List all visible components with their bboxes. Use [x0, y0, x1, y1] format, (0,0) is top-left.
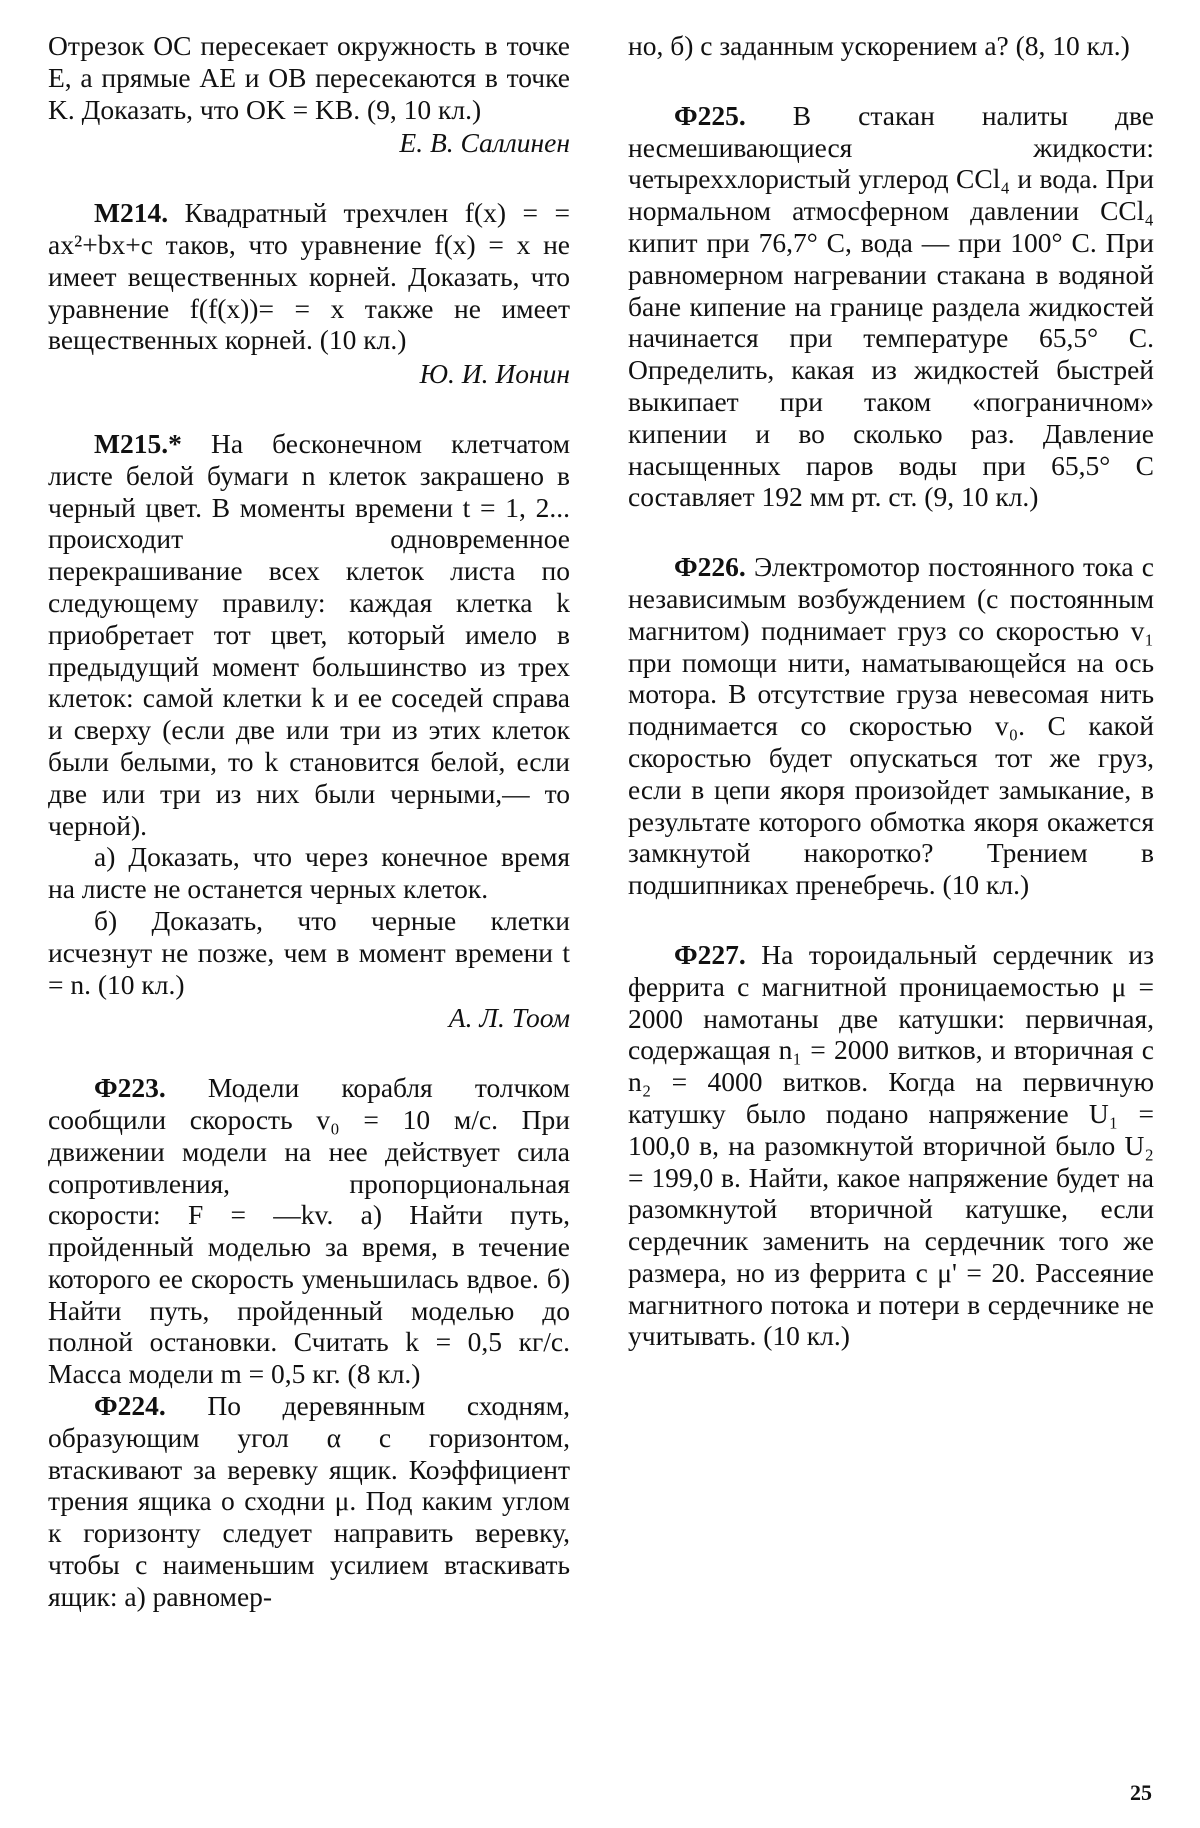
- problem-code: Ф224.: [94, 1390, 166, 1422]
- m214-author: Ю. И. Ионин: [419, 358, 570, 390]
- m215-part-b: б) Доказать, что черные клетки исчезнут не позже, чем в момент времени t = n. (10 кл.): [48, 904, 570, 1000]
- problem-text: Модели корабля толчком сообщили скорость v₀ = 10 м/с. При движении модели на нее действует сила сопротивления, пропорциональная скорости: F = —kv. а) Найти путь, пройденный моделью за время, в течение которого ее скорость уменьшилась вдвое. б) Найти путь, пройденный моделью до полной остановки. Считать k = 0,5 кг/с. Масса модели m = 0,5 кг. (8 кл.): [48, 1072, 571, 1390]
- problem-code: Ф227.: [674, 938, 746, 970]
- problem-code: М215.*: [94, 427, 182, 459]
- problem-f227: [628, 939, 1154, 1352]
- problem-f224: [48, 1390, 570, 1613]
- problem-code: Ф225.: [674, 99, 746, 131]
- problem-code: М214.: [94, 197, 169, 229]
- m213-author: Е. В. Саллинен: [399, 127, 570, 159]
- problem-text: На бесконечном клетчатом листе белой бумаги n клеток закрашено в черный цвет. В моменты времени t = 1, 2... происходит одновременное перекрашивание всех клеток листа по следующему правилу: каждая клетка k приобретает тот цвет, который имело в предыдущий момент большинство из трех клеток: самой клетки k и ее соседей справа и сверху (если две или три из этих клеток были белыми, то k становится белой, если две или три из них были черными,— то черной).: [48, 427, 570, 841]
- page-number: 25: [1130, 1780, 1152, 1805]
- m215-author: А. Л. Тоом: [448, 1002, 570, 1034]
- problem-code: Ф223.: [94, 1072, 166, 1104]
- problem-m215: [48, 428, 570, 841]
- problem-text: По деревянным сходням, образующим угол α с горизонтом, втаскивают за веревку ящик. Коэффициент трения ящика о сходни μ. Под каким углом к горизонту следует направить веревку, чтобы с наименьшим усилием втаскивать ящик: а) равномер-: [48, 1390, 570, 1612]
- problem-f223: [48, 1072, 570, 1390]
- problem-f225: [628, 100, 1154, 513]
- m215-part-a: а) Доказать, что через конечное время на листе не останется черных клеток.: [48, 841, 570, 905]
- problem-text: Квадратный трехчлен f(x) = = ax²+bx+c таков, что уравнение f(x) = x не имеет вещественных корней. Доказать, что уравнение f(f(x))= = x также не имеет вещественных корней. (10 кл.): [48, 197, 571, 356]
- problem-f226: [628, 551, 1154, 901]
- problem-m214: [48, 197, 570, 356]
- problem-text: В стакан налиты две несмешивающиеся жидкости: четыреххлористый углерод CCl₄ и вода. При нормальном атмосферном давлении CCl₄ кипит при 76,7° С, вода — при 100° С. При равномерном нагревании стакана в водяной бане кипение на границе раздела жидкостей начинается при температуре 65,5° С. Определить, какая из жидкостей быстрей выкипает при таком «пограничном» кипении и во сколько раз. Давление насыщенных паров воды при 65,5° С составляет 192 мм рт. ст. (9, 10 кл.): [628, 99, 1154, 513]
- left-column: [48, 30, 570, 1613]
- problem-code: Ф226.: [674, 551, 746, 583]
- problem-text: На тороидальный сердечник из феррита с магнитной проницаемостью μ = 2000 намотаны две катушки: первичная, содержащая n₁ = 2000 витков, и вторичная с n₂ = 4000 витков. Когда на первичную катушку было подано напряжение U₁ = 100,0 в, на разомкнутой вторичной было U₂ = 199,0 в. Найти, какое напряжение будет на разомкнутой вторичной катушке, если сердечник заменить на сердечник того же размера, но из феррита с μ' = 20. Рассеяние магнитного потока и потери в сердечнике не учитывать. (10 кл.): [628, 938, 1155, 1352]
- f224-tail: но, б) с заданным ускорением a? (8, 10 кл.): [628, 30, 1130, 61]
- problem-text: Электромотор постоянного тока с независимым возбуждением (с постоянным магнитом) поднимает груз со скоростью v₁ при помощи нити, наматывающейся на ось мотора. В отсутствие груза невесомая нить поднимается со скоростью v₀. С какой скоростью будет опускаться тот же груз, если в цепи якоря произойдет замыкание, в результате которого обмотка якоря окажется замкнутой накоротко? Трением в подшипниках пренебречь. (10 кл.): [628, 551, 1155, 901]
- m213-tail: Отрезок OC пересекает окружность в точке E, а прямые AE и OB пересекаются в точке K. Доказать, что OK = KB. (9, 10 кл.): [48, 30, 570, 125]
- right-column: [628, 30, 1154, 1352]
